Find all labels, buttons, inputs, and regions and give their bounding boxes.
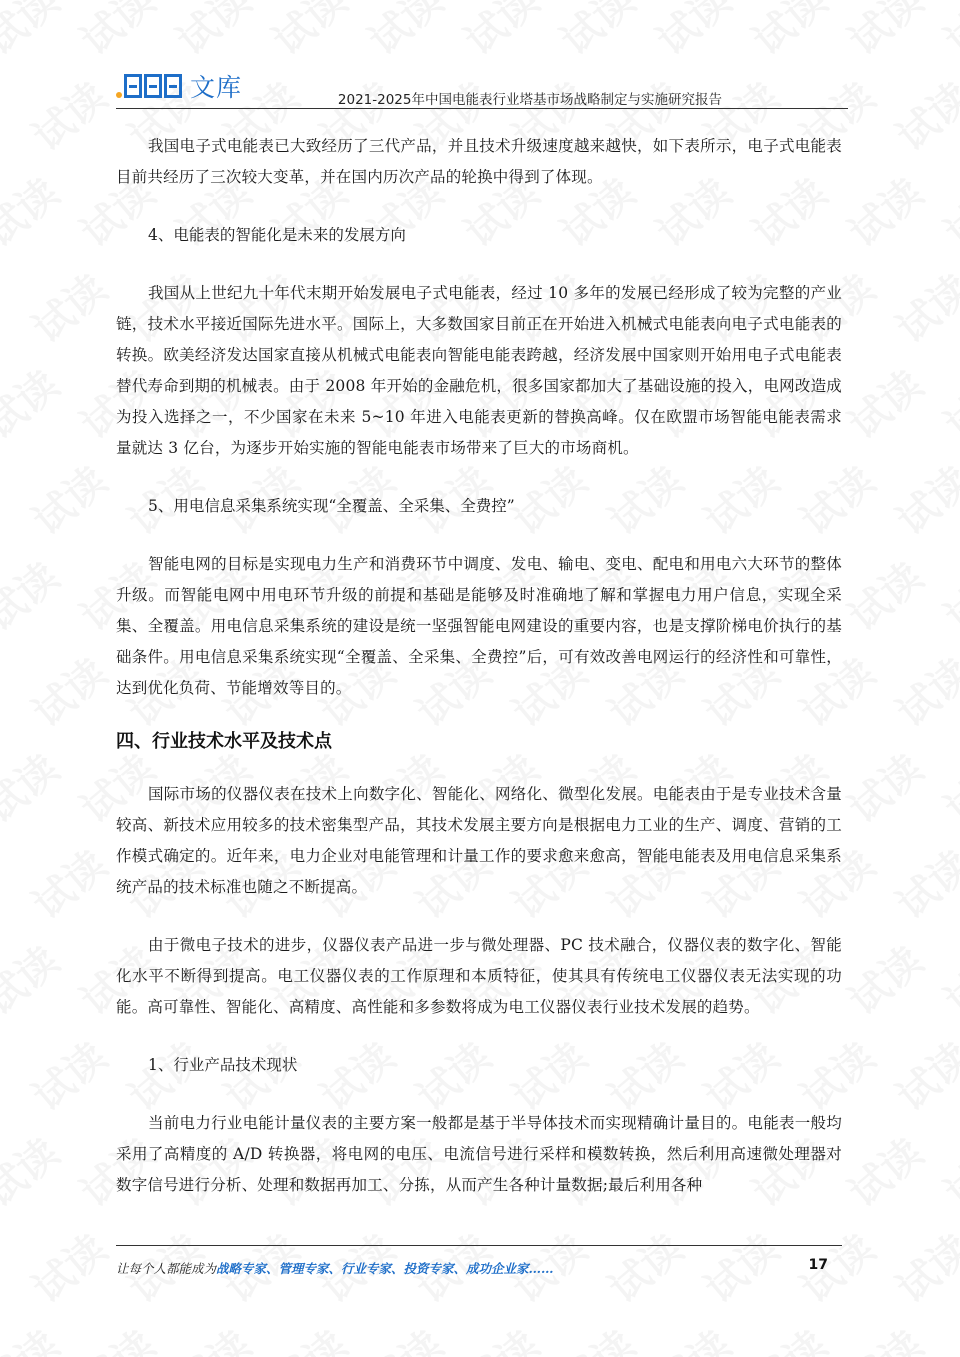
watermark-text <box>19 835 117 930</box>
watermark-text <box>883 1219 960 1314</box>
watermark-text <box>931 739 960 834</box>
watermark-text <box>931 931 960 1026</box>
footer-slogan <box>116 1259 554 1277</box>
watermark-text <box>739 1315 837 1357</box>
header-divider <box>116 108 848 109</box>
watermark-text <box>547 0 645 66</box>
watermark-text <box>931 355 960 450</box>
watermark-text <box>835 1123 933 1218</box>
watermark-text <box>19 259 117 354</box>
watermark-text <box>0 355 69 450</box>
logo <box>116 70 242 102</box>
paragraph-metering-scheme: 当前电力行业电能计量仪表的主要方案一般都是基于半导体技术而实现精确计量目的。电能表一般均采用了高精度的 A/D 转换器，将电网的电压、电流信号进行采样和模数转换，然后利用高速微处理器对数字信号进行分析、处理和数据再加工、分拣，从而产生各种计量数据;最后利用各种 <box>116 1114 842 1194</box>
subheading-info-collection: 5、用电信息采集系统实现“全覆盖、全采集、全费控” <box>148 497 515 515</box>
watermark-text <box>931 547 960 642</box>
page-footer <box>116 1245 842 1276</box>
footer-slogan-highlight: 战略专家、管理专家、行业专家、投资专家、成功企业家…… <box>216 1261 554 1276</box>
watermark-text <box>19 1219 117 1314</box>
watermark-text <box>0 0 69 66</box>
watermark-text <box>643 1315 741 1357</box>
watermark-text <box>643 0 741 66</box>
watermark-text <box>883 67 960 162</box>
watermark-text <box>0 547 69 642</box>
watermark-text <box>0 1123 69 1218</box>
watermark-text <box>931 1315 960 1357</box>
page-body <box>116 131 842 1201</box>
watermark-text <box>163 1315 261 1357</box>
watermark-text <box>19 451 117 546</box>
watermark-text <box>67 1315 165 1357</box>
watermark-text <box>0 739 69 834</box>
watermark-text <box>835 739 933 834</box>
paragraph-international-market: 国际市场的仪器仪表在技术上向数字化、智能化、网络化、微型化发展。电能表由于是专业技术含量较高、新技术应用较多的技术密集型产品，其技术发展主要方向是根据电力工业的生产、调度、营销的工作模式确定的。近年来，电力企业对电能管理和计量工作的要求愈来愈高，智能电能表及用电信息采集系统产品的技术标准也随之不断提高。 <box>116 785 842 896</box>
logo-mark-icon <box>124 74 184 98</box>
logo-dot-icon <box>116 92 122 98</box>
watermark-text <box>451 1315 549 1357</box>
watermark-text <box>19 643 117 738</box>
watermark-text <box>883 835 960 930</box>
watermark-text <box>355 1315 453 1357</box>
watermark-text <box>883 1027 960 1122</box>
watermark-text <box>451 0 549 66</box>
paragraph-generations: 我国电子式电能表已大致经历了三代产品，并且技术升级速度越来越快，如下表所示，电子式电能表目前共经历了三次较大变革，并在国内历次产品的轮换中得到了体现。 <box>116 137 842 186</box>
watermark-text <box>547 1315 645 1357</box>
watermark-text <box>0 1315 69 1357</box>
watermark-text <box>883 451 960 546</box>
paragraph-smart-grid: 智能电网的目标是实现电力生产和消费环节中调度、发电、输电、变电、配电和用电六大环节的整体升级。而智能电网中用电环节升级的前提和基础是能够及时准确地了解和掌握电力用户信息，实现全采集、全覆盖。用电信息采集系统的建设是统一坚强智能电网建设的重要内容，也是支撑阶梯电价执行的基础条件。用电信息采集系统实现“全覆盖、全采集、全费控”后，可有效改善电网运行的经济性和可靠性，达到优化负荷、节能增效等目的。 <box>116 555 842 697</box>
watermark-text <box>259 0 357 66</box>
watermark-text <box>259 1315 357 1357</box>
watermark-text <box>883 643 960 738</box>
watermark-text <box>931 163 960 258</box>
watermark-text <box>835 355 933 450</box>
watermark-text <box>0 163 69 258</box>
watermark-text <box>691 1219 789 1314</box>
paragraph-microelectronics: 由于微电子技术的进步，仪器仪表产品进一步与微处理器、PC 技术融合，仪器仪表的数字化、智能化水平不断得到提高。电工仪器仪表的工作原理和本质特征，使其具有传统电工仪器仪表无法实现的功能。高可靠性、智能化、高精度、高性能和多参数将成为电工仪器仪表行业技术发展的趋势。 <box>116 936 842 1016</box>
page-number: 17 <box>808 1257 828 1273</box>
watermark-text <box>835 0 933 66</box>
watermark-text <box>595 1219 693 1314</box>
watermark-text <box>883 259 960 354</box>
subheading-product-status: 1、行业产品技术现状 <box>148 1056 298 1074</box>
paragraph-development: 我国从上世纪九十年代末期开始发展电子式电能表，经过 10 多年的发展已经形成了较为完整的产业链，技术水平接近国际先进水平。国际上，大多数国家目前正在开始进入机械式电能表向电子式电能表的转换。欧美经济发达国家直接从机械式电能表向智能电能表跨越，经济发展中国家则开始用电子式电能表替代寿命到期的机械表。由于 2008 年开始的金融危机，很多国家都加大了基础设施的投入，电网改造成为投入选择之一，不少国家在未来 5~10 年进入电能表更新的替换高峰。仅在欧盟市场智能电能表需求量就达 3 亿台，为逐步开始实施的智能电能表市场带来了巨大的市场商机。 <box>116 284 842 457</box>
report-title: 2021-2025年中国电能表行业塔基市场战略制定与实施研究报告 <box>337 92 722 108</box>
watermark-text <box>835 1315 933 1357</box>
footer-divider <box>116 1245 842 1246</box>
subheading-smart-meter-trend: 4、电能表的智能化是未来的发展方向 <box>148 226 406 244</box>
watermark-text <box>835 547 933 642</box>
watermark-text <box>739 0 837 66</box>
watermark-text <box>931 0 960 66</box>
watermark-text <box>931 1123 960 1218</box>
watermark-text <box>0 931 69 1026</box>
logo-text: 文库 <box>190 73 243 102</box>
watermark-text <box>19 67 117 162</box>
watermark-text <box>163 0 261 66</box>
watermark-text <box>19 1027 117 1122</box>
section-heading-technology: 四、行业技术水平及技术点 <box>116 731 332 752</box>
watermark-text <box>355 0 453 66</box>
page-header <box>116 66 848 110</box>
footer-slogan-prefix: 让每个人都能成为 <box>116 1261 217 1276</box>
watermark-text <box>835 931 933 1026</box>
watermark-text <box>67 0 165 66</box>
watermark-text <box>835 163 933 258</box>
watermark-text <box>787 1219 885 1314</box>
